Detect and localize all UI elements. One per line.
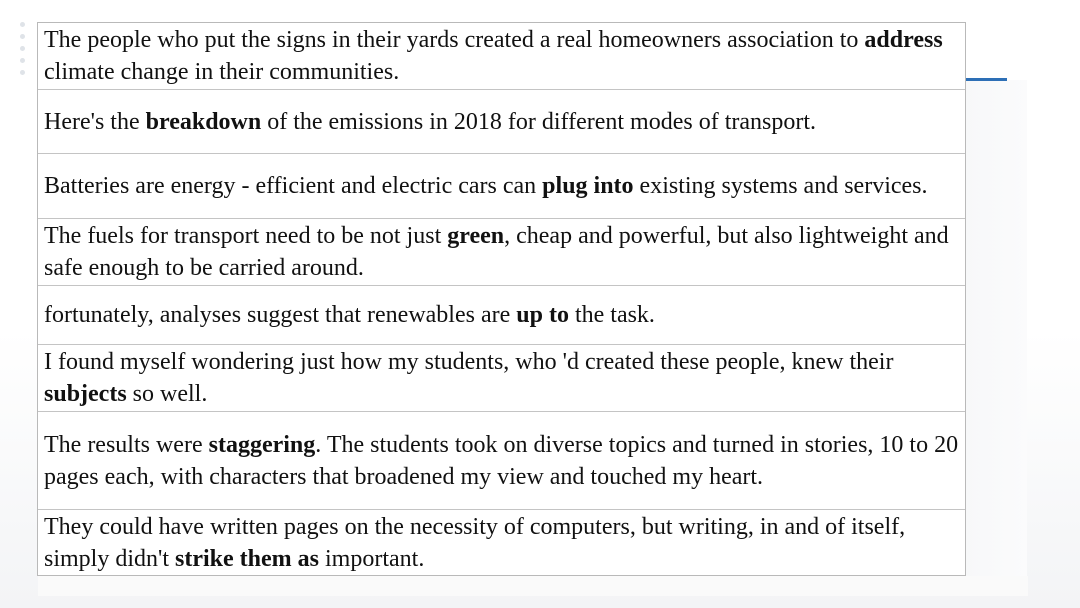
background-bottom-strip [38,576,1028,596]
accent-line [963,78,1007,81]
dot [20,70,25,75]
table-row [38,153,965,218]
sentence-text-after: the task. [568,302,655,328]
sentence-text [44,24,959,88]
dot [20,46,25,51]
sentence-text [44,170,928,202]
sentence-text-before: I found myself wondering just how my students, who 'd created these people, knew their [44,349,894,375]
table-row [38,344,965,411]
key-phrase: subjects [44,381,127,407]
sentence-text-after: . The students took on diverse topics and turned in stories, 10 to 20 pages each, with characters that broadened my view and touched my heart. [44,431,959,490]
table-row [38,285,965,344]
sentence-text-before: The people who put the signs in their yards created a real homeowners association to [44,27,865,53]
sentence-text-before: The results were [44,431,209,458]
sentence-text-after: existing systems and services. [633,173,928,199]
dots-decoration [20,22,30,82]
key-phrase: green [447,223,505,249]
key-phrase: staggering [208,431,316,458]
sentence-text [44,106,816,138]
sentence-text-after: important. [319,545,425,572]
sentence-text-after: climate change in their communities. [44,59,400,85]
key-phrase: up to [516,302,569,328]
table-row [38,89,965,153]
sentence-text [44,220,959,284]
sentence-text-before: They could have written pages on the necessity of computers, but writing, in and of itself, simply didn't [44,513,906,572]
sentence-text [44,429,959,493]
sentence-table [37,22,966,576]
sentence-text-after: so well. [126,381,208,407]
sentence-text [44,511,959,575]
dot [20,34,25,39]
table-row [38,411,965,509]
table-row [38,218,965,285]
sentence-text-before: Here's the [44,108,146,135]
sentence-text [44,299,655,331]
sentence-text-before: The fuels for transport need to be not just [44,223,448,249]
table-row [38,23,965,89]
key-phrase: address [864,27,943,53]
key-phrase: plug into [542,173,634,199]
sentence-text-after: of the emissions in 2018 for different modes of transport. [261,108,817,135]
dot [20,22,25,27]
sentence-text [44,346,959,410]
sentence-text-after: , cheap and powerful, but also lightweight and safe enough to be carried around. [44,223,949,281]
sentence-text-before: Batteries are energy - efficient and electric cars can [44,173,543,199]
key-phrase: strike them as [175,545,319,572]
sentence-text-before: fortunately, analyses suggest that renewables are [44,302,517,328]
dot [20,58,25,63]
table-row [38,509,965,575]
key-phrase: breakdown [145,108,262,135]
background-side-panel [965,80,1027,580]
